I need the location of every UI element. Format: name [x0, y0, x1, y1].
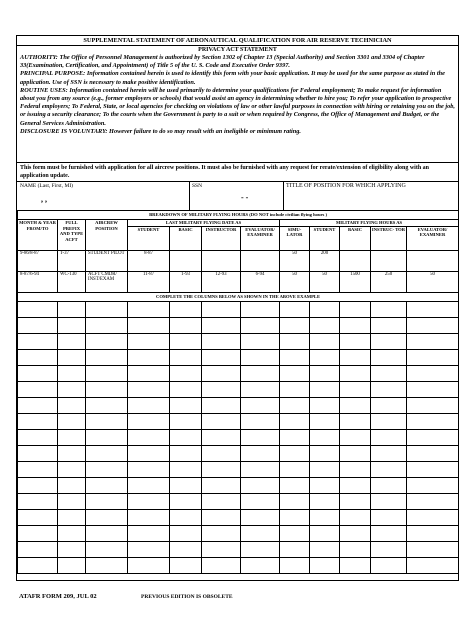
- name-label: NAME (Last, First, MI): [20, 183, 74, 189]
- entry-cell[interactable]: [128, 493, 170, 509]
- entry-cell[interactable]: [241, 301, 280, 317]
- flying-hours-table: [17, 210, 459, 574]
- entry-cell[interactable]: [58, 493, 86, 509]
- entry-cell[interactable]: [58, 461, 86, 477]
- entry-cell[interactable]: [280, 413, 310, 429]
- table-row: [18, 301, 459, 317]
- entry-cell[interactable]: [241, 493, 280, 509]
- entry-cell[interactable]: [371, 301, 407, 317]
- breakdown-heading: BREAKDOWN OF MILITARY FLYING HOURS (DO NOT include civilian flying hours ): [18, 211, 459, 220]
- entry-cell[interactable]: [58, 381, 86, 397]
- entry-cell[interactable]: [241, 317, 280, 333]
- entry-cell[interactable]: [407, 541, 459, 557]
- entry-cell[interactable]: [407, 509, 459, 525]
- table-row: [18, 381, 459, 397]
- instruction-row: COMPLETE THE COLUMNS BELOW AS SHOWN IN THE ABOVE EXAMPLE: [18, 292, 459, 301]
- entry-cell[interactable]: [280, 301, 310, 317]
- entry-cell[interactable]: [340, 445, 371, 461]
- table-cell: 200: [310, 250, 340, 271]
- entry-cell[interactable]: [241, 365, 280, 381]
- entry-cell[interactable]: [340, 301, 371, 317]
- entry-cell[interactable]: [86, 301, 128, 317]
- entry-cell[interactable]: [340, 333, 371, 349]
- col-hours-instructor: INSTRUC- TOR: [371, 226, 407, 250]
- entry-cell[interactable]: [241, 509, 280, 525]
- entry-cell[interactable]: [407, 333, 459, 349]
- entry-cell[interactable]: [58, 509, 86, 525]
- form-title: SUPPLEMENTAL STATEMENT OF AERONAUTICAL QUALIFICATION FOR AIR RESERVE TECHNICIAN: [83, 37, 392, 44]
- entry-cell[interactable]: [202, 525, 241, 541]
- entry-cell[interactable]: [340, 397, 371, 413]
- entry-cell[interactable]: [241, 381, 280, 397]
- entry-cell[interactable]: [86, 397, 128, 413]
- entry-cell[interactable]: [241, 445, 280, 461]
- entry-cell[interactable]: [58, 541, 86, 557]
- col-basic: BASIC: [170, 226, 202, 250]
- privacy-statement: [20, 54, 457, 136]
- entry-cell[interactable]: [310, 381, 340, 397]
- entry-cell[interactable]: [202, 493, 241, 509]
- table-row: [18, 397, 459, 413]
- entry-cell[interactable]: [128, 365, 170, 381]
- table-row: [18, 541, 459, 557]
- entry-cell[interactable]: [58, 525, 86, 541]
- entry-cell[interactable]: [86, 493, 128, 509]
- position-field[interactable]: [286, 183, 406, 190]
- entry-cell[interactable]: [280, 381, 310, 397]
- table-cell: WC-130: [58, 271, 86, 292]
- table-cell: [241, 250, 280, 271]
- entry-cell[interactable]: [371, 429, 407, 445]
- submission-notice: This form must be furnished with application for all aircrew positions. It must also be furnished with any request for rerate/extension of eligibility along with an application update.: [20, 165, 430, 179]
- table-row: [18, 509, 459, 525]
- entry-cell[interactable]: [407, 317, 459, 333]
- entry-cell[interactable]: [128, 301, 170, 317]
- entry-cell[interactable]: [340, 557, 371, 573]
- entry-cell[interactable]: [310, 349, 340, 365]
- entry-cell[interactable]: [58, 413, 86, 429]
- entry-cell[interactable]: [170, 541, 202, 557]
- entry-cell[interactable]: [86, 365, 128, 381]
- col-aircrew: AIRCREW POSITION: [86, 220, 128, 251]
- table-cell: 1500: [340, 271, 371, 292]
- name-commas: , ,: [41, 195, 47, 204]
- entry-cell[interactable]: [241, 429, 280, 445]
- entry-cell[interactable]: [310, 365, 340, 381]
- entry-cell[interactable]: [407, 477, 459, 493]
- table-row: [18, 525, 459, 541]
- entry-cell[interactable]: [310, 493, 340, 509]
- col-student: STUDENT: [128, 226, 170, 250]
- entry-cell[interactable]: [202, 477, 241, 493]
- entry-cell[interactable]: [86, 333, 128, 349]
- entry-cell[interactable]: [280, 509, 310, 525]
- entry-cell[interactable]: [18, 413, 58, 429]
- entry-cell[interactable]: [310, 557, 340, 573]
- entry-cell[interactable]: [58, 429, 86, 445]
- entry-cell[interactable]: [170, 525, 202, 541]
- table-row: [18, 365, 459, 381]
- table-cell: 8-87: [128, 250, 170, 271]
- entry-cell[interactable]: [18, 333, 58, 349]
- entry-cell[interactable]: [170, 445, 202, 461]
- entry-cell[interactable]: [58, 333, 86, 349]
- entry-cell[interactable]: [241, 557, 280, 573]
- entry-cell[interactable]: [202, 349, 241, 365]
- entry-cell[interactable]: [202, 413, 241, 429]
- entry-cell[interactable]: [371, 541, 407, 557]
- entry-cell[interactable]: [170, 317, 202, 333]
- col-hours-student: STUDENT: [310, 226, 340, 250]
- entry-cell[interactable]: [170, 381, 202, 397]
- entry-cell[interactable]: [18, 477, 58, 493]
- table-row: [18, 445, 459, 461]
- entry-cell[interactable]: [280, 397, 310, 413]
- entry-cell[interactable]: [86, 461, 128, 477]
- ssn-field[interactable]: [192, 183, 202, 190]
- privacy-heading: PRIVACY ACT STATEMENT: [198, 47, 277, 53]
- entry-cell[interactable]: [86, 509, 128, 525]
- table-row: [18, 349, 459, 365]
- entry-cell[interactable]: [371, 413, 407, 429]
- ssn-dashes: - -: [241, 193, 249, 202]
- table-cell: STUDENT PILOT: [86, 250, 128, 271]
- privacy-authority: AUTHORITY: The Office of Personnel Management is authorized by Section 1302 of Chapter 13 (Special Authority) and Section 3301 and 3304 of Chapter 33(Examination, Certification, and Appointment) of Title 5 of the U. S. Code and Executive Order 9397.: [20, 54, 425, 70]
- entry-cell[interactable]: [407, 557, 459, 573]
- entry-cell[interactable]: [371, 445, 407, 461]
- entry-cell[interactable]: [202, 445, 241, 461]
- entry-cell[interactable]: [407, 429, 459, 445]
- entry-cell[interactable]: [170, 397, 202, 413]
- entry-cell[interactable]: [340, 493, 371, 509]
- entry-cell[interactable]: [128, 477, 170, 493]
- entry-cell[interactable]: [310, 413, 340, 429]
- entry-cell[interactable]: [280, 557, 310, 573]
- entry-cell[interactable]: [18, 509, 58, 525]
- divider: [189, 181, 190, 210]
- entry-cell[interactable]: [128, 333, 170, 349]
- entry-cell[interactable]: [86, 349, 128, 365]
- table-row: [18, 317, 459, 333]
- table-cell: [340, 250, 371, 271]
- privacy-purpose: PRINCIPAL PURPOSE: Information contained herein is used to identify this form with your basic application. It may be used for the same purpose as stated in the application. Use of SSN is necessary to make positive identification.: [20, 70, 445, 86]
- entry-cell[interactable]: [280, 317, 310, 333]
- entry-cell[interactable]: [371, 365, 407, 381]
- table-cell: 250: [371, 271, 407, 292]
- entry-cell[interactable]: [280, 365, 310, 381]
- entry-cell[interactable]: [86, 381, 128, 397]
- example-row: [18, 250, 459, 271]
- entry-cell[interactable]: [58, 397, 86, 413]
- entry-cell[interactable]: [170, 493, 202, 509]
- entry-cell[interactable]: [202, 461, 241, 477]
- name-field[interactable]: [20, 183, 73, 190]
- table-cell: [202, 250, 241, 271]
- table-row: [18, 413, 459, 429]
- entry-cell[interactable]: [58, 301, 86, 317]
- entry-cell[interactable]: [86, 429, 128, 445]
- entry-cell[interactable]: [310, 429, 340, 445]
- entry-cell[interactable]: [371, 333, 407, 349]
- entry-cell[interactable]: [407, 397, 459, 413]
- entry-cell[interactable]: [371, 381, 407, 397]
- divider: [17, 181, 458, 182]
- entry-cell[interactable]: [407, 493, 459, 509]
- entry-cell[interactable]: [241, 477, 280, 493]
- privacy-routine-uses: ROUTINE USES: Information contained herein will be used primarily to determine your qualifications for Federal employment; To make request for information about you from any source (e.g., former employers or schools) that would assist an agency in determining whether to hire you; To refer your application to prospective Federal employers; To Federal, State, or local agencies for checking on violations of law or other lawful purposes in connection with hiring or retaining you on the job, or issuing a security clearance; To the courts when the Government is party to a suit or when required by Congress, the Office of Management and Budget, or the General Services Administration.: [20, 86, 455, 127]
- table-cell: ACFT CMDR/ INST/EXAM: [86, 271, 128, 292]
- entry-cell[interactable]: [86, 477, 128, 493]
- entry-cell[interactable]: [18, 349, 58, 365]
- entry-cell[interactable]: [170, 429, 202, 445]
- table-row: [18, 429, 459, 445]
- entry-cell[interactable]: [280, 493, 310, 509]
- entry-cell[interactable]: [340, 349, 371, 365]
- entry-cell[interactable]: [128, 413, 170, 429]
- entry-cell[interactable]: [170, 413, 202, 429]
- entry-cell[interactable]: [340, 381, 371, 397]
- entry-cell[interactable]: [18, 541, 58, 557]
- entry-cell[interactable]: [202, 509, 241, 525]
- entry-cell[interactable]: [280, 349, 310, 365]
- form-number: ATAFR FORM 209, JUL 02: [19, 593, 97, 600]
- entry-cell[interactable]: [18, 493, 58, 509]
- entry-cell[interactable]: [407, 445, 459, 461]
- entry-cell[interactable]: [128, 445, 170, 461]
- entry-cell[interactable]: [280, 525, 310, 541]
- entry-cell[interactable]: [340, 429, 371, 445]
- entry-cell[interactable]: [407, 349, 459, 365]
- entry-cell[interactable]: [170, 461, 202, 477]
- entry-cell[interactable]: [310, 445, 340, 461]
- entry-cell[interactable]: [280, 461, 310, 477]
- entry-cell[interactable]: [18, 397, 58, 413]
- table-cell: 9-86/8-87: [18, 250, 58, 271]
- table-cell: [170, 250, 202, 271]
- entry-cell[interactable]: [86, 317, 128, 333]
- entry-cell[interactable]: [241, 413, 280, 429]
- table-cell: [371, 250, 407, 271]
- table-row: [18, 461, 459, 477]
- entry-cell[interactable]: [280, 477, 310, 493]
- entry-cell[interactable]: [18, 445, 58, 461]
- entry-cell[interactable]: [371, 349, 407, 365]
- col-instructor: INSTRUCTOR: [202, 226, 241, 250]
- entry-cell[interactable]: [128, 525, 170, 541]
- table-cell: [407, 250, 459, 271]
- entry-cell[interactable]: [18, 429, 58, 445]
- entry-cell[interactable]: [371, 317, 407, 333]
- entry-cell[interactable]: [128, 557, 170, 573]
- entry-cell[interactable]: [170, 301, 202, 317]
- entry-cell[interactable]: [407, 365, 459, 381]
- entry-cell[interactable]: [310, 301, 340, 317]
- entry-cell[interactable]: [241, 349, 280, 365]
- entry-cell[interactable]: [86, 445, 128, 461]
- entry-cell[interactable]: [170, 477, 202, 493]
- col-hours-basic: BASIC: [340, 226, 371, 250]
- entry-cell[interactable]: [170, 349, 202, 365]
- entry-cell[interactable]: [86, 557, 128, 573]
- divider: [17, 162, 458, 163]
- entry-cell[interactable]: [18, 525, 58, 541]
- ssn-label: SSN: [192, 183, 203, 189]
- entry-cell[interactable]: [371, 557, 407, 573]
- entry-cell[interactable]: [371, 525, 407, 541]
- entry-cell[interactable]: [128, 541, 170, 557]
- entry-cell[interactable]: [202, 333, 241, 349]
- entry-cell[interactable]: [407, 413, 459, 429]
- entry-cell[interactable]: [18, 365, 58, 381]
- entry-cell[interactable]: [241, 397, 280, 413]
- previous-edition-note: PREVIOUS EDITION IS OBSOLETE: [141, 594, 233, 600]
- table-cell: 50: [310, 271, 340, 292]
- entry-cell[interactable]: [202, 397, 241, 413]
- entry-cell[interactable]: [202, 541, 241, 557]
- col-simulator: SIMU- LATOR: [280, 226, 310, 250]
- entry-cell[interactable]: [371, 493, 407, 509]
- entry-cell[interactable]: [407, 301, 459, 317]
- entry-cell[interactable]: [310, 541, 340, 557]
- table-cell: 50: [280, 250, 310, 271]
- entry-cell[interactable]: [170, 509, 202, 525]
- privacy-disclosure: DISCLOSURE IS VOLUNTARY: However failure to do so may result with an ineligible or minimum rating.: [20, 127, 301, 135]
- table-cell: 8-87/6-94: [18, 271, 58, 292]
- entry-cell[interactable]: [170, 333, 202, 349]
- table-cell: 50: [407, 271, 459, 292]
- entry-cell[interactable]: [202, 317, 241, 333]
- entry-cell[interactable]: [202, 301, 241, 317]
- hours-heading: MILITARY FLYING HOURS AS: [280, 220, 459, 227]
- entry-cell[interactable]: [128, 461, 170, 477]
- entry-cell[interactable]: [18, 557, 58, 573]
- entry-cell[interactable]: [340, 525, 371, 541]
- entry-cell[interactable]: [241, 541, 280, 557]
- entry-cell[interactable]: [371, 461, 407, 477]
- col-prefix: FULL PREFIX AND TYPE ACFT: [58, 220, 86, 251]
- entry-cell[interactable]: [86, 525, 128, 541]
- entry-cell[interactable]: [58, 557, 86, 573]
- entry-cell[interactable]: [58, 477, 86, 493]
- table-row: [18, 493, 459, 509]
- entry-cell[interactable]: [241, 525, 280, 541]
- entry-cell[interactable]: [310, 525, 340, 541]
- entry-cell[interactable]: [280, 541, 310, 557]
- table-cell: T-37: [58, 250, 86, 271]
- entry-cell[interactable]: [58, 365, 86, 381]
- table-cell: 1-93: [170, 271, 202, 292]
- entry-cell[interactable]: [128, 349, 170, 365]
- entry-cell[interactable]: [202, 365, 241, 381]
- table-cell: 11-87: [128, 271, 170, 292]
- entry-cell[interactable]: [371, 397, 407, 413]
- entry-cell[interactable]: [128, 397, 170, 413]
- entry-cell[interactable]: [18, 461, 58, 477]
- entry-cell[interactable]: [58, 445, 86, 461]
- entry-cell[interactable]: [58, 349, 86, 365]
- entry-cell[interactable]: [340, 541, 371, 557]
- table-cell: 6-94: [241, 271, 280, 292]
- entry-cell[interactable]: [340, 477, 371, 493]
- entry-cell[interactable]: [18, 317, 58, 333]
- entry-cell[interactable]: [170, 557, 202, 573]
- entry-cell[interactable]: [202, 429, 241, 445]
- entry-cell[interactable]: [340, 509, 371, 525]
- entry-cell[interactable]: [371, 509, 407, 525]
- col-month: MONTH & YEAR FROM/TO: [18, 220, 58, 251]
- entry-cell[interactable]: [340, 413, 371, 429]
- entry-cell[interactable]: [310, 397, 340, 413]
- entry-cell[interactable]: [18, 301, 58, 317]
- last-dates-heading: LAST MILITARY FLYING DATE AS: [128, 220, 280, 227]
- entry-cell[interactable]: [202, 557, 241, 573]
- entry-cell[interactable]: [280, 445, 310, 461]
- entry-cell[interactable]: [280, 429, 310, 445]
- entry-cell[interactable]: [18, 381, 58, 397]
- entry-cell[interactable]: [128, 429, 170, 445]
- entry-cell[interactable]: [310, 461, 340, 477]
- entry-cell[interactable]: [310, 317, 340, 333]
- entry-cell[interactable]: [58, 317, 86, 333]
- entry-cell[interactable]: [202, 381, 241, 397]
- entry-cell[interactable]: [86, 413, 128, 429]
- entry-cell[interactable]: [407, 381, 459, 397]
- divider: [283, 181, 284, 210]
- form-frame: [16, 35, 459, 581]
- entry-cell[interactable]: [407, 461, 459, 477]
- table-row: [18, 333, 459, 349]
- entry-cell[interactable]: [128, 317, 170, 333]
- example-row: [18, 271, 459, 292]
- entry-cell[interactable]: [310, 333, 340, 349]
- entry-cell[interactable]: [128, 381, 170, 397]
- table-cell: 50: [280, 271, 310, 292]
- entry-cell[interactable]: [86, 541, 128, 557]
- col-evaluator: EVALUATOR/ EXAMINER: [241, 226, 280, 250]
- entry-cell[interactable]: [340, 317, 371, 333]
- entry-cell[interactable]: [310, 477, 340, 493]
- entry-cell[interactable]: [241, 333, 280, 349]
- entry-cell[interactable]: [371, 477, 407, 493]
- entry-cell[interactable]: [280, 333, 310, 349]
- table-row: [18, 477, 459, 493]
- position-label: TITLE OF POSITION FOR WHICH APPLYING: [286, 183, 406, 189]
- entry-cell[interactable]: [310, 509, 340, 525]
- table-row: [18, 557, 459, 573]
- entry-cell[interactable]: [128, 509, 170, 525]
- entry-cell[interactable]: [241, 461, 280, 477]
- entry-cell[interactable]: [340, 461, 371, 477]
- entry-cell[interactable]: [340, 365, 371, 381]
- entry-cell[interactable]: [407, 525, 459, 541]
- entry-cell[interactable]: [170, 365, 202, 381]
- col-hours-evaluator: EVALUATOR/ EXAMINER: [407, 226, 459, 250]
- table-cell: 12-93: [202, 271, 241, 292]
